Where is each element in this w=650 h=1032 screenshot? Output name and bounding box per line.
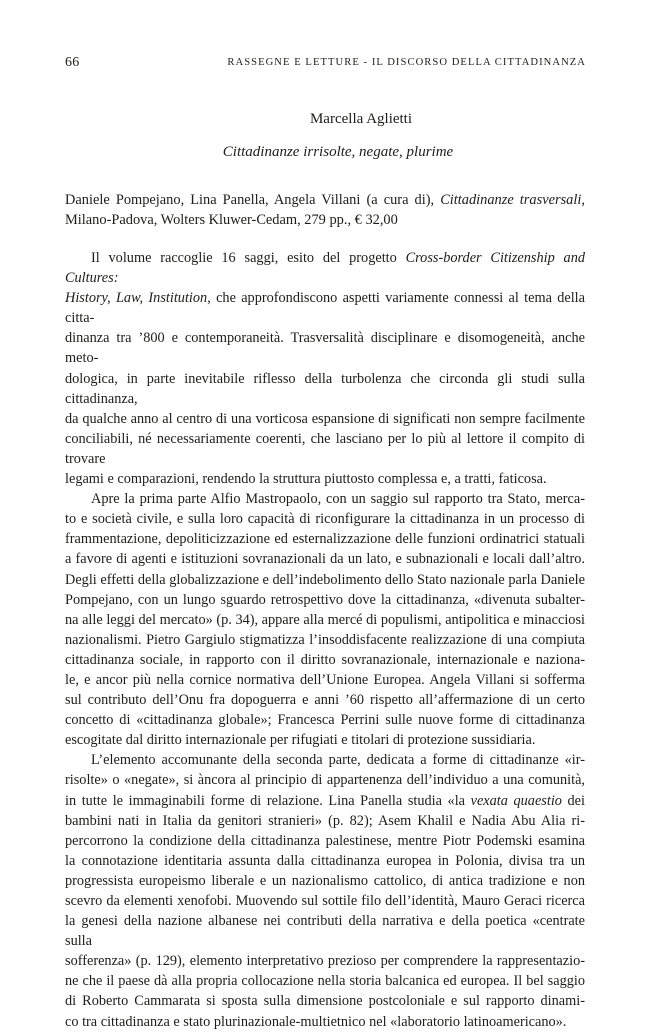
text-line [65,248,585,288]
text-run: scevro da elementi xenofobi. Muovendo sul sottile filo dell’identità, Mauro Geraci ricerca [65,893,585,909]
text-line [65,409,585,429]
text-line [65,489,585,509]
text-run: cittadinanza sociale, in rapporto con il diritto sovranazionale, internazionale e naziona- [65,651,585,668]
text-run: , che approfondiscono aspetti variamente connessi al tema della citta- [65,290,585,327]
text-line [65,529,585,549]
text-run: la genesi della nazione albanese nei contributi della narrativa e della poetica «centrate sulla [65,913,585,950]
citation-separator: , [581,192,585,208]
paragraph [65,750,585,1031]
text-run: dologica, in parte inevitabile riflesso della turbolenza che circonda gli studi sulla cittadinanza, [65,370,585,407]
text-run: in tutte le immaginabili forme di relazione. Lina Panella studia «la [65,792,471,809]
text-line [65,1012,585,1032]
text-run: escogitate dal diritto internazionale per rifugiati e titolari di protezione sussidiaria. [65,732,536,749]
text-line [65,811,585,831]
italic-run: History, Law, Institution [65,290,208,307]
text-line [65,871,585,891]
text-line [65,429,585,469]
citation-publisher: Milano-Padova, Wolters Kluwer-Cedam, 279 pp., € 32,00 [65,212,398,229]
text-line [65,730,585,750]
text-run: la connotazione identitaria assunta dalla cittadinanza europea in Polonia, divisa tra un [65,852,585,869]
text-line [65,971,585,991]
text-line [65,369,585,409]
text-run: legami e comparazioni, rendendo la struttura piuttosto complessa e, a tratti, faticosa. [65,471,547,488]
text-line [65,791,585,811]
italic-run: vexata quaestio [470,792,562,809]
text-line [65,851,585,871]
text-run: Pompejano, con un lungo sguardo retrospettivo dove la cittadinanza, «divenuta subalter- [65,591,585,608]
page-number: 66 [65,55,80,70]
italic-run: Cross-border Citizenship and Cultures: [65,250,585,287]
text-run: co tra cittadinanza e stato plurinazionale-multietnico nel «laboratorio latinoamericano». [65,1013,567,1030]
text-line [65,328,585,368]
article-title: Cittadinanze irrisolte, negate, plurime [222,144,454,160]
text-run: sul contributo dell’Onu fra dopoguerra e anni ’60 rispetto all’affermazione di un certo [65,692,585,709]
text-run: conciliabili, né necessariamente coerenti, che lasciano per lo più al lettore il compito di trovare [65,430,585,467]
text-run: Degli effetti della globalizzazione e dell’indebolimento dello Stato nazionale parla Daniele [65,571,585,588]
citation-book-title: Cittadinanze trasversali [440,192,582,208]
text-line [65,690,585,710]
text-run: nazionalismi. Pietro Gargiulo stigmatizza l’insoddisfacente realizzazione di una compiuta [65,631,585,648]
text-line [65,288,585,328]
text-run: frammentazione, depoliticizzazione ed esternalizzazione delle funzioni ordinatrici statuali [65,531,585,548]
text-run: ne che il paese dà alla propria collocazione nella storia balcanica ed europea. Il bel saggio [65,973,585,990]
text-line [65,770,585,790]
text-line [65,509,585,529]
text-run: Il volume raccoglie 16 saggi, esito del progetto [91,250,406,266]
text-line [65,991,585,1011]
text-line [65,670,585,690]
text-run: percorrono la condizione della cittadinanza palestinese, mentre Piotr Podemski esamina [65,832,585,849]
text-line [65,590,585,610]
text-line [65,630,585,650]
running-head: RASSEGNE E LETTURE - IL DISCORSO DELLA CITTADINANZA [227,57,586,68]
text-line [65,710,585,730]
article-author: Marcella Aglietti [309,111,413,127]
text-run: le, e ancor più nella cornice normativa dell’Unione Europea. Angela Villani si sofferma [65,671,585,688]
text-run: concetto di «cittadinanza globale»; Francesca Perrini sulle nuove forme di cittadinanza [65,712,585,729]
text-line [65,911,585,951]
text-run: dinanza tra ’800 e contemporaneità. Trasversalità disciplinare e disomogeneità, anche meto- [65,330,585,367]
text-run: to e società civile, e sulla loro capacità di riconfigurare la cittadinanza in un processo di [65,511,585,528]
text-run: L’elemento accomunante della seconda parte, dedicata a forme di cittadinanze «ir- [91,752,585,769]
text-run: di Roberto Cammarata si sposta sulla dimensione postcoloniale e sul rapporto dinami- [65,993,585,1010]
text-run: progressista europeismo liberale e un nazionalismo cattolico, di antica tradizione e non [65,872,585,889]
text-line [65,610,585,630]
text-run: sofferenza» (p. 129), elemento interpretativo prezioso per comprendere la rappresentazio- [65,953,585,970]
text-line [65,469,585,489]
text-line [65,650,585,670]
book-citation [65,190,585,231]
text-run: risolte» o «negate», si àncora al principio di appartenenza dell’individuo a una comunità, [65,772,585,789]
text-run: na alle leggi del mercato» (p. 34), appare alla mercé di populismi, antipolitica e minacciosi [65,611,585,628]
text-line [65,891,585,911]
text-run: bambini nati in Italia da genitori stranieri» (p. 82); Asem Khalil e Nadia Abu Alia ri- [65,812,585,829]
body-text [65,248,585,1032]
text-run: a favore di agenti e istituzioni sovranazionali da un lato, e subnazionali e locali dall’altro. [65,551,585,568]
text-run: Apre la prima parte Alfio Mastropaolo, con un saggio sul rapporto tra Stato, merca- [91,491,585,508]
citation-editors: Daniele Pompejano, Lina Panella, Angela Villani (a cura di), [65,192,435,208]
paragraph [65,489,585,750]
text-line [65,570,585,590]
text-line [65,549,585,569]
paragraph [65,248,585,489]
text-line [65,750,585,770]
text-line [65,831,585,851]
text-run: dei [561,792,586,809]
text-line [65,951,585,971]
text-run: da qualche anno al centro di una vorticosa espansione di significati non sempre facilmente [65,410,585,427]
